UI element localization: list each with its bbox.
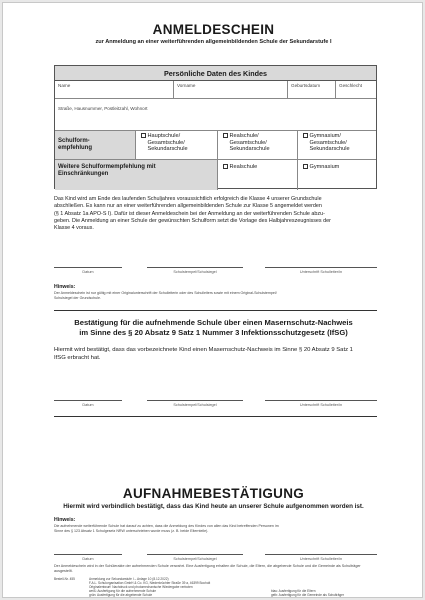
checkbox-icon[interactable] (141, 133, 146, 138)
masern-stamp-line[interactable] (147, 400, 243, 401)
address-row (55, 99, 376, 131)
principal-label: Unterschrift Schulleiter/in (299, 270, 343, 274)
principal-label: Unterschrift Schulleiter/in (299, 557, 343, 561)
option-hauptschule[interactable]: Hauptschule/ Gesamtschule/ Sekundarschule (135, 131, 217, 159)
aufnahme-subtitle: Hiermit wird verbindlich bestätigt, dass das Kind heute an unserer Schule aufgenommen worden ist. (63, 503, 364, 510)
checkbox-icon[interactable] (303, 133, 308, 138)
aufnahme-hinweis-text: Die aufnehmende weiterführende Schule hat darauf zu achten, dass die Anmeldung des Kindes von allen das Kind betreffenden Personen im Sinne des § 123 Absatz 1 Schulgesetz NRW unterschrieben wurde muss (z. B. beide Elternteile). (54, 524, 279, 533)
checkbox-icon[interactable] (303, 164, 308, 169)
weitere-option-realschule[interactable]: Realschule (217, 160, 297, 190)
aufnahme-hinweis-heading: Hinweis: (54, 517, 76, 523)
vorname-field[interactable]: Vorname (173, 81, 287, 98)
stamp-label: Schulstempel/Schulsiegel (173, 270, 217, 274)
checkbox-icon[interactable] (223, 164, 228, 169)
form-title: ANMELDESCHEIN (152, 22, 275, 37)
geburtsdatum-field[interactable]: Geburtsdatum (287, 81, 335, 98)
personal-data-table (54, 65, 377, 189)
hinweis-text: Der Anmeldeschein ist nur gültig mit einer Originalunterschrift der Schulleiterin oder des Schulleiters sowie mit einem Original-Schulstempel/ Schulsiegel der Grundschule. (54, 291, 277, 300)
section-divider (54, 416, 377, 417)
explanation-paragraph: Das Kind wird am Ende des laufenden Schuljahres voraussichtlich erfolgreich die Klasse 4 unserer Grundschule abschließen. Es kann nur an einer weiterführenden allgemeinbildenden Schule zur Klasse 5 angemeldet werden (§ 1 Absatz 1a APO-S I). Dafür ist dieser Anmeldeschein bei der Anmeldung an der weiterführenden Schule abzu- geben. Die Anmeldung an einer Schule der gewünschten Schulform setzt die Vorlage des Halbjahreszeugnisses der Klasse 4 voraus. (54, 196, 331, 232)
imprint-block: Anmeldung zur Sekundarstufe I – Anlage 10 (8.12.2022) F.A.L. Schulorganisation GmbH & Co. KG, Niederkrüchter Straße 39 a, 46399 Bocholt Originalentwurf: Nachdruck und photomechanische Wiedergabe verboten weiß: Ausfertigung für die aufnehmende Schule grün: Ausfertigung für die abgebende Schule (89, 577, 211, 597)
option-gymnasium[interactable]: Gymnasium/ Gesamtschule/ Sekundarschule (297, 131, 378, 159)
weitere-label: Weitere Schulformempfehlung mit Einschränkungen (55, 160, 217, 190)
principal-signature-line[interactable] (265, 267, 377, 268)
option-realschule[interactable]: Realschule/ Gesamtschule/ Sekundarschule (217, 131, 297, 159)
schulform-row (55, 131, 376, 160)
name-field[interactable]: Name (58, 83, 71, 88)
personal-data-heading: Persönliche Daten des Kindes (55, 66, 376, 81)
address-field[interactable]: Straße, Hausnummer, Postleitzahl, Wohnort (58, 106, 148, 111)
geschlecht-field[interactable]: Geschlecht (335, 81, 378, 98)
aufnahme-stamp-line[interactable] (147, 554, 243, 555)
date-label: Datum (82, 403, 94, 407)
aufnahme-title: AUFNAHMEBESTÄTIGUNG (122, 486, 305, 501)
date-signature-line[interactable] (54, 267, 122, 268)
form-page (2, 2, 423, 598)
copy-distribution-block: blau: Ausfertigung für die Eltern gelb: Ausfertigung für die Gemeinde als Schulträger (271, 589, 345, 597)
date-label: Datum (82, 557, 94, 561)
schulform-label: Schulform- empfehlung (55, 131, 135, 159)
hinweis-heading: Hinweis: (54, 284, 76, 290)
order-number: Bestell-Nr. 455 (54, 577, 75, 581)
section-divider (54, 310, 377, 311)
masern-principal-line[interactable] (265, 400, 377, 401)
stamp-label: Schulstempel/Schulsiegel (173, 403, 217, 407)
weitere-option-gymnasium[interactable]: Gymnasium (297, 160, 378, 190)
name-row (55, 81, 376, 99)
aufnahme-date-line[interactable] (54, 554, 122, 555)
stamp-label: Schulstempel/Schulsiegel (173, 557, 217, 561)
stamp-signature-line[interactable] (147, 267, 243, 268)
masern-heading: Bestätigung für die aufnehmende Schule über einen Masernschutz-Nachweis im Sinne des § 20 Absatz 9 Satz 1 Nummer 3 Infektionsschutzgesetz (IfSG) (74, 318, 353, 337)
aufnahme-principal-line[interactable] (265, 554, 377, 555)
masern-date-line[interactable] (54, 400, 122, 401)
masern-text: Hiermit wird bestätigt, dass das vorbezeichnete Kind einen Masernschutz-Nachweis im Sinne § 20 Absatz 9 Satz 1 IfSG erbracht hat. (54, 347, 353, 361)
checkbox-icon[interactable] (223, 133, 228, 138)
weitere-row (55, 160, 376, 190)
distribution-note: Der Anmeldeschein wird in der Schülerakte der aufnehmenden Schule verwahrt. Eine Ausfertigung erhalten die Schule, die Eltern, die abgebende Schule und die Gemeinde als Schulträger ausgestellt. (54, 564, 361, 573)
date-label: Datum (82, 270, 94, 274)
principal-label: Unterschrift Schulleiter/in (299, 403, 343, 407)
form-subtitle: zur Anmeldung an einer weiterführenden allgemeinbildenden Schule der Sekundarstufe I (95, 39, 332, 45)
